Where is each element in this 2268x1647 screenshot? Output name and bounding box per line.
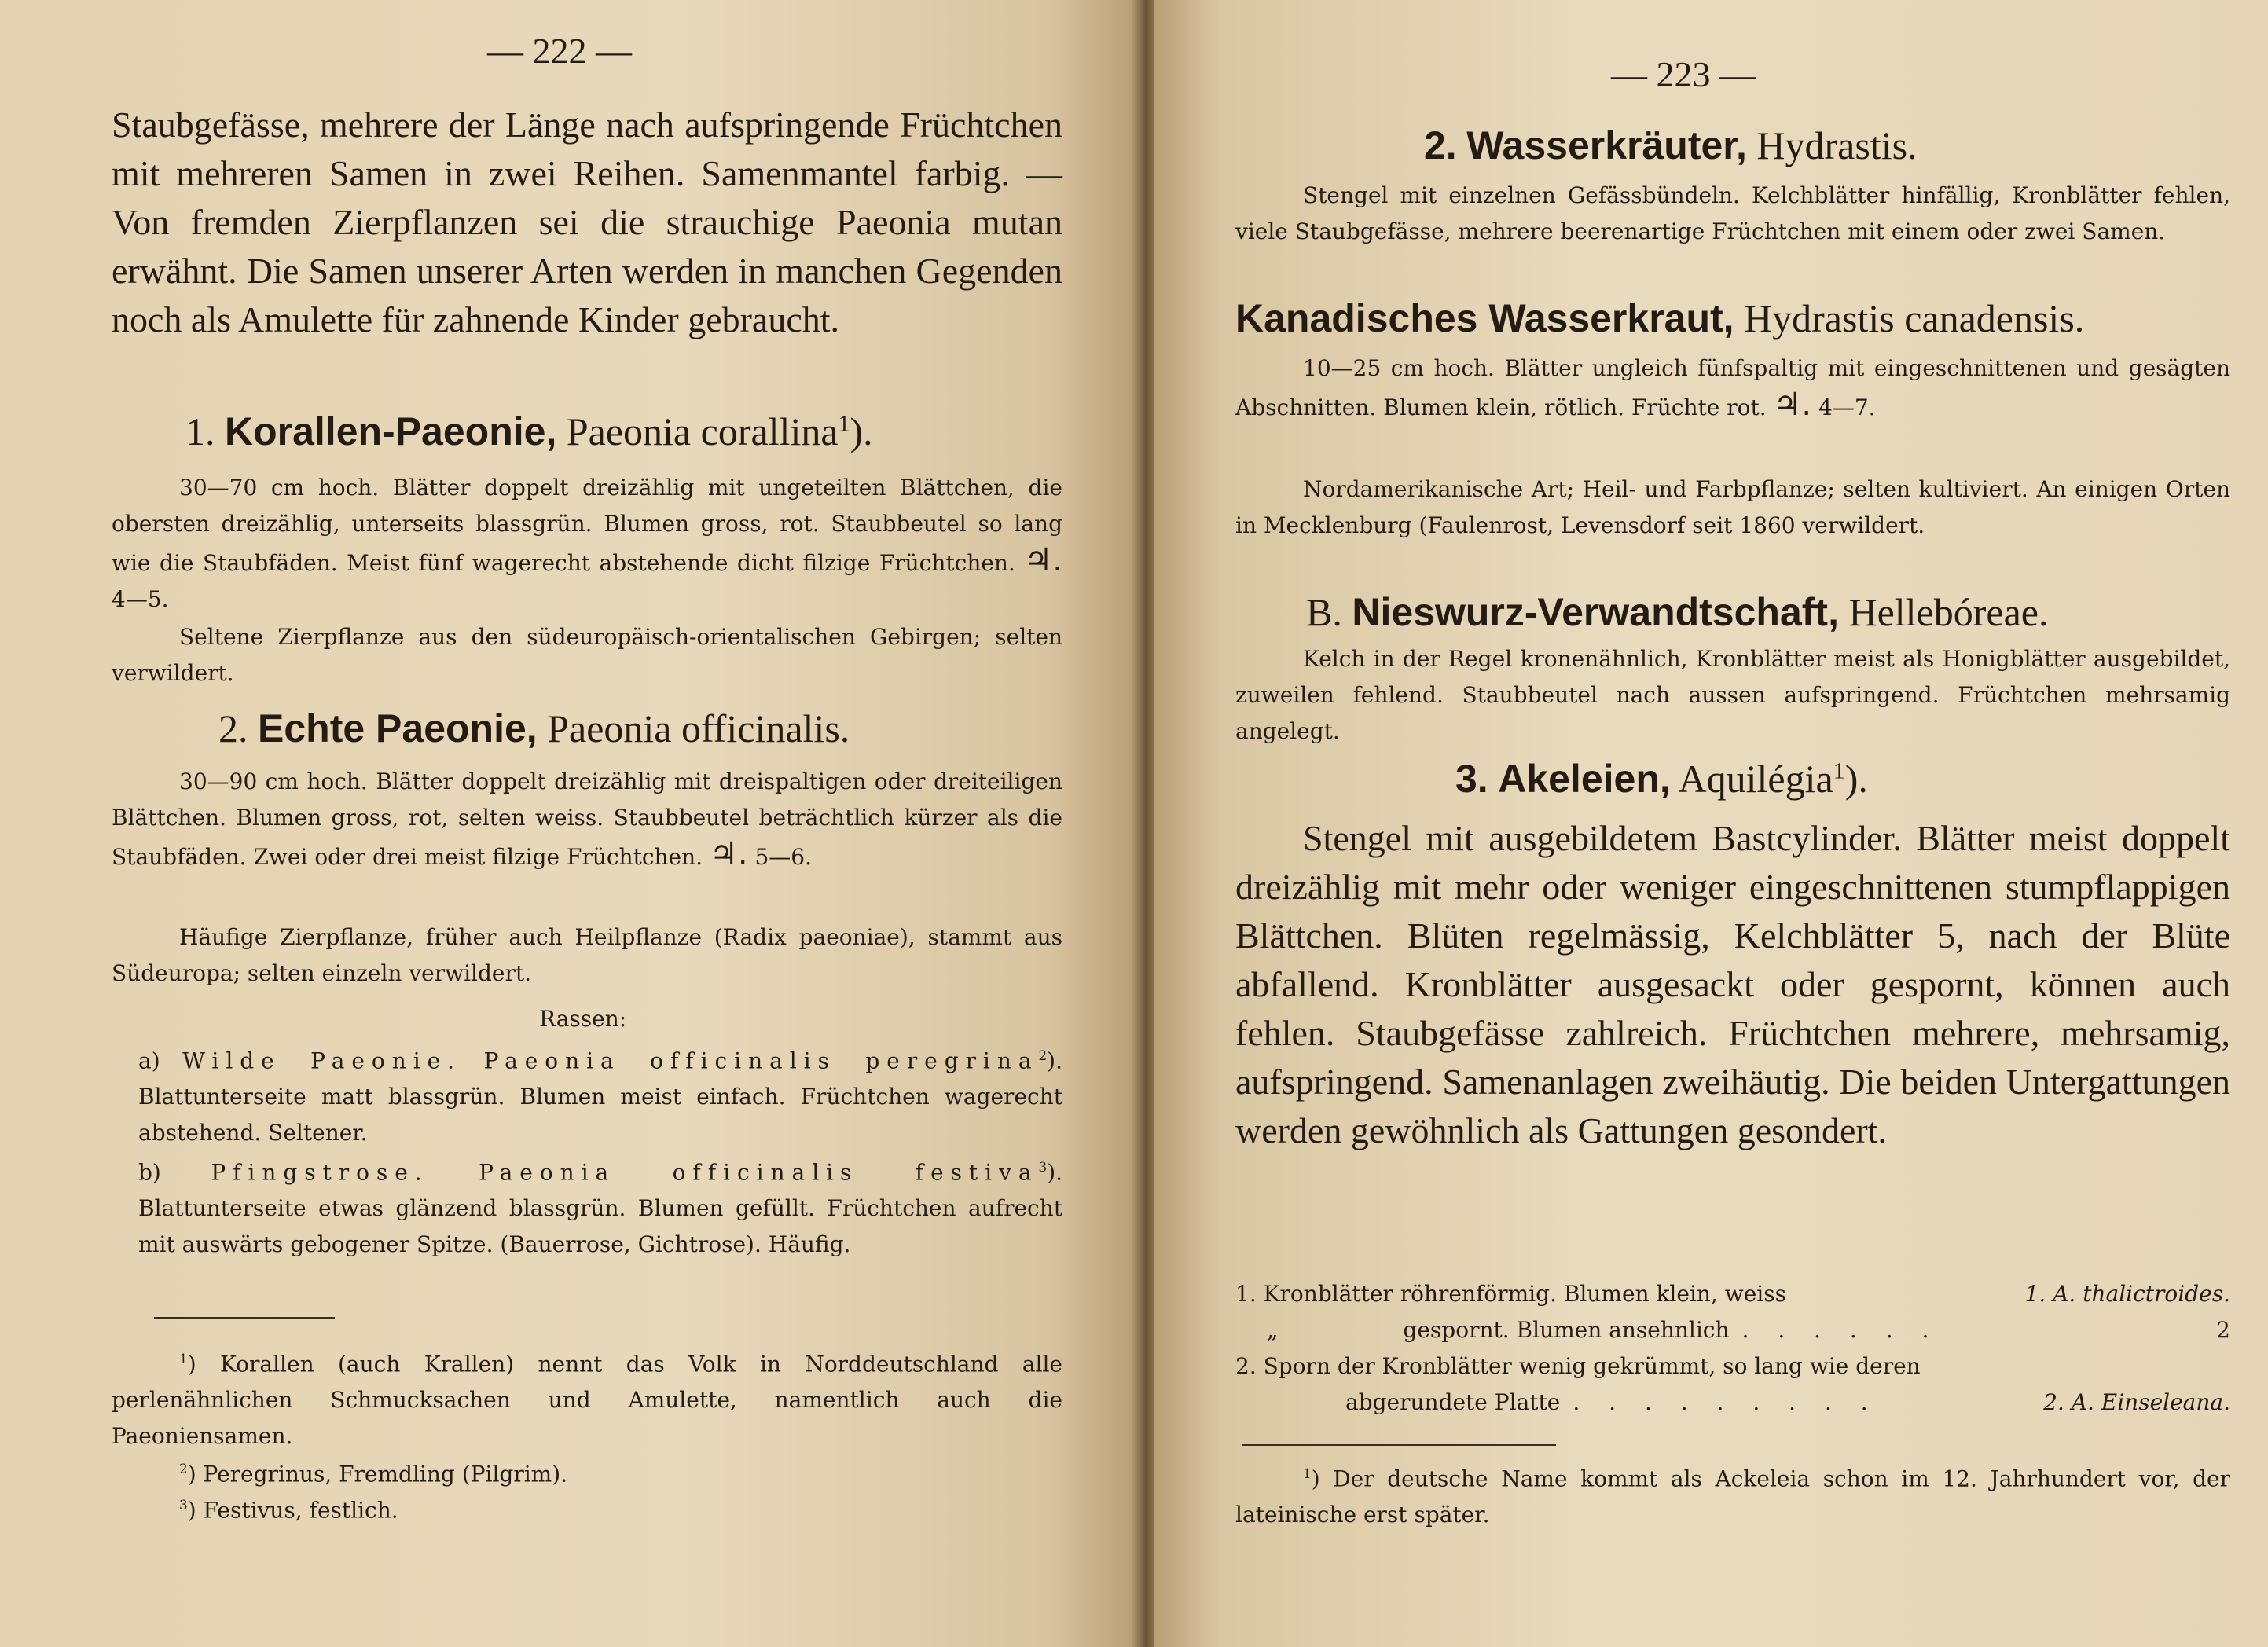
genus3-note-ref: 1 — [1833, 757, 1845, 784]
genus2-heading — [1424, 123, 1918, 168]
species1-description-text: 30—70 cm hoch. Blätter doppelt dreizählig mit ungeteilten Blättchen, die obersten dreizählig, unterseits blassgrün. Blumen gross, rot. Staubbeutel so lang wie die Staubfäden. Meist fünf wagerecht abstehende dicht filzige Früchtchen. — [112, 475, 1062, 576]
species1-months: 4—5. — [112, 586, 169, 612]
race-label: b) — [138, 1159, 161, 1186]
key-row — [1235, 1312, 2230, 1348]
key-result: 1. A. thalictroides. — [2024, 1281, 2230, 1307]
species-common-name: Kanadisches Wasserkraut, — [1235, 296, 1734, 340]
key-leader: . . . . . . . . . — [1573, 1389, 1879, 1415]
species1-description — [112, 470, 1062, 618]
race-latin: Paeonia officinalis peregrina — [483, 1047, 1039, 1074]
genus2-latin-name: Hydrastis. — [1756, 123, 1918, 167]
footnote-text: ) Peregrinus, Fremdling (Pilgrim). — [187, 1461, 568, 1487]
species2-number: 2. — [218, 706, 248, 750]
species-description-text: 10—25 cm hoch. Blätter ungleich fünfspaltig mit eingeschnittenen und gesägten Abschnitten. Blumen klein, rötlich. Früchte rot. — [1235, 355, 2230, 420]
footnote-mark: 1 — [1303, 1465, 1312, 1481]
genus2-description: Stengel mit einzelnen Gefässbündeln. Kelchblätter hinfällig, Kronblätter fehlen, viele Staubgefässe, mehrere beerenartige Früchtchen mit einem oder zwei Samen. — [1235, 182, 2230, 244]
species1-note-ref: 1 — [838, 410, 850, 437]
species2-heading — [218, 706, 850, 751]
key-row — [1235, 1276, 2230, 1312]
footnote-text: ) Festivus, festlich. — [187, 1497, 398, 1524]
key-row — [1235, 1348, 2230, 1385]
race-after: ). — [1047, 1047, 1062, 1074]
race-text: Blattunterseite etwas glänzend blassgrün. Blumen gefüllt. Früchtchen aufrecht mit auswärts gebogener Spitze. (Bauerrose, Gichtrose). Häufig. — [138, 1195, 1062, 1258]
page-number-right: — 223 — — [1611, 54, 1756, 94]
race-b — [138, 1149, 1062, 1263]
key-num: 2. — [1235, 1353, 1257, 1379]
races-heading: Rassen: — [539, 1006, 627, 1032]
genus3-latin-name: Aquilégia — [1678, 757, 1833, 801]
species-distribution: Nordamerikanische Art; Heil- und Farbpflanze; selten kultiviert. An einigen Orten in Mecklenburg (Faulenrost, Levensdorf seit 1860 verwildert. — [1235, 476, 2230, 538]
race-latin: Paeonia officinalis festiva — [479, 1159, 1039, 1186]
species1-close: ). — [850, 409, 873, 453]
species-months: 4—7. — [1818, 394, 1876, 420]
key-text: Kronblätter röhrenförmig. Blumen klein, weiss — [1263, 1281, 1786, 1307]
species1-latin-name: Paeonia corallina — [566, 409, 839, 453]
right-page — [1154, 0, 2268, 1647]
footnote-text: ) Der deutsche Name kommt als Ackeleia schon im 12. Jahrhundert vor, der lateinische erst später. — [1235, 1465, 2230, 1528]
tribe-letter: B. — [1306, 590, 1342, 634]
footnote-mark: 1 — [179, 1351, 188, 1366]
genus2-number: 2. — [1424, 123, 1457, 167]
footnote-3 — [112, 1487, 1062, 1528]
race-note-ref: 2 — [1038, 1047, 1048, 1063]
footnote-rule — [1242, 1444, 1556, 1446]
species-heading — [1235, 295, 2084, 341]
race-name: Pfingstrose. — [211, 1159, 429, 1186]
page-number-left: — 222 — — [487, 31, 632, 71]
footnote-text: ) Korallen (auch Krallen) nennt das Volk in Norddeutschland alle perlenähnlichen Schmucksachen und Amulette, namentlich auch die Paeoniensamen. — [112, 1351, 1062, 1450]
footnote-right — [1235, 1455, 2230, 1533]
race-text: Blattunterseite matt blassgrün. Blumen meist einfach. Früchtchen wagerecht abstehend. Seltener. — [138, 1084, 1062, 1146]
species1-number: 1. — [185, 409, 215, 453]
tribe-common-name: Nieswurz-Verwandtschaft, — [1352, 590, 1839, 634]
genus3-number: 3. — [1455, 757, 1488, 801]
species1-heading — [185, 409, 873, 454]
species2-latin-name: Paeonia officinalis. — [547, 706, 850, 750]
footnote-rule — [154, 1317, 335, 1319]
identification-key — [1235, 1276, 2230, 1421]
race-label: a) — [138, 1047, 160, 1074]
species2-common-name: Echte Paeonie, — [258, 706, 538, 750]
race-name: Wilde Paeonie. — [182, 1047, 462, 1074]
genus3-common-name: Akeleien, — [1498, 757, 1671, 801]
footnote-mark: 3 — [179, 1497, 188, 1513]
tribe-heading — [1306, 589, 2048, 635]
key-text: abgerundete Platte — [1345, 1389, 1561, 1415]
perennial-symbol: ♃. — [1024, 542, 1062, 578]
key-text: gespornt. Blumen ansehnlich — [1403, 1317, 1730, 1343]
race-a — [138, 1037, 1062, 1151]
genus3-close: ). — [1844, 757, 1868, 801]
species2-description — [112, 764, 1062, 875]
species1-distribution: Seltene Zierpflanze aus den südeuropäisch-orientalischen Gebirgen; selten verwildert. — [112, 624, 1062, 686]
perennial-symbol: ♃. — [1773, 387, 1812, 423]
key-num: 1. — [1235, 1281, 1257, 1307]
footnote-1 — [112, 1341, 1062, 1454]
key-num: „ — [1267, 1317, 1279, 1343]
perennial-symbol: ♃. — [709, 836, 748, 872]
genus3-heading — [1455, 756, 1868, 801]
key-result: 2. A. Einseleana. — [2043, 1389, 2230, 1415]
key-text: Sporn der Kronblätter wenig gekrümmt, so lang wie deren — [1263, 1353, 1921, 1379]
genus3-description: Stengel mit ausgebildetem Bastcylinder. Blätter meist doppelt dreizählig mit mehr oder weniger eingeschnittenen stumpflappigen Blättchen. Blüten regelmässig, Kelchblätter 5, nach der Blüte abfallend. Kronblätter ausgesackt oder gespornt, können auch fehlen. Staubgefässe zahlreich. Früchtchen mehrere, mehrsamig, aufspringend. Samenanlagen zweihäutig. Die beiden Untergattungen werden gewöhnlich als Gattungen gesondert. — [1235, 818, 2230, 1150]
species-description — [1235, 350, 2230, 426]
footnote-mark: 2 — [179, 1461, 188, 1476]
key-row — [1235, 1385, 2230, 1421]
species-latin-name: Hydrastis canadensis. — [1744, 296, 2085, 340]
race-after: ). — [1047, 1159, 1063, 1186]
species2-description-text: 30—90 cm hoch. Blätter doppelt dreizählig mit dreispaltigen oder dreiteiligen Blättchen. Blumen gross, rot, selten weiss. Staubbeutel beträchtlich kürzer als die Staubfäden. Zwei oder drei meist filzige Früchtchen. — [112, 768, 1062, 870]
species2-months: 5—6. — [754, 844, 812, 870]
tribe-description: Kelch in der Regel kronenähnlich, Kronblätter meist als Honigblätter ausgebildet, zuweilen fehlend. Staubbeutel nach aussen aufspringend. Früchtchen mehrsamig angelegt. — [1235, 646, 2230, 744]
intro-paragraph: Staubgefässe, mehrere der Länge nach aufspringende Früchtchen mit mehreren Samen in zwei Reihen. Samenmantel farbig. — Von fremden Zierpflanzen sei die strauchige Paeonia mutan erwähnt. Die Samen unserer Arten werden in manchen Gegenden noch als Amulette für zahnende Kinder gebraucht. — [112, 105, 1062, 339]
genus2-common-name: Wasserkräuter, — [1466, 123, 1747, 167]
key-result: 2 — [2216, 1317, 2230, 1343]
species2-distribution: Häufige Zierpflanze, früher auch Heilpflanze (Radix paeoniae), stammt aus Südeuropa; selten einzeln verwildert. — [112, 924, 1062, 986]
tribe-latin-name: Hellebóreae. — [1848, 590, 2049, 634]
species1-common-name: Korallen-Paeonie, — [225, 409, 557, 453]
race-note-ref: 3 — [1038, 1159, 1048, 1175]
key-leader: . . . . . . — [1741, 1317, 1940, 1343]
